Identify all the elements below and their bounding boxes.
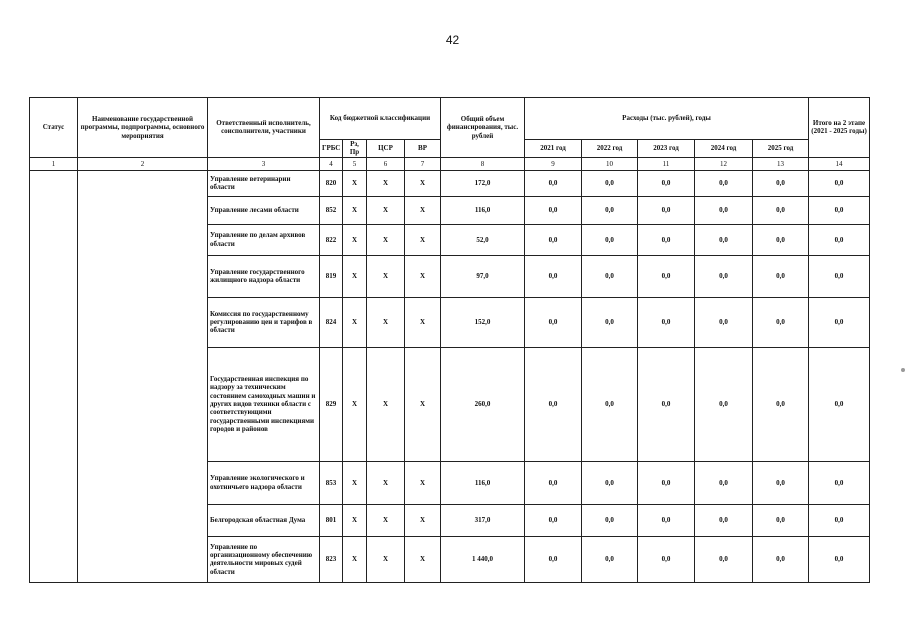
csr-cell: Х bbox=[367, 255, 405, 297]
header-year: 2025 год bbox=[753, 140, 809, 158]
vr-cell: Х bbox=[405, 536, 441, 582]
year-2024-cell: 0,0 bbox=[695, 224, 753, 255]
vr-cell: Х bbox=[405, 196, 441, 224]
column-number: 5 bbox=[343, 157, 367, 170]
grbs-cell: 824 bbox=[320, 297, 343, 347]
year-2021-cell: 0,0 bbox=[525, 196, 582, 224]
budget-table bbox=[29, 97, 870, 583]
stage-total-cell: 0,0 bbox=[809, 224, 870, 255]
executor-cell: Комиссия по государственному регулированию цен и тарифов в области bbox=[208, 297, 320, 347]
header-executor: Ответственный исполнитель, соисполнители, участники bbox=[208, 98, 320, 158]
stage-total-cell: 0,0 bbox=[809, 255, 870, 297]
column-number-row bbox=[30, 157, 870, 170]
column-number: 11 bbox=[638, 157, 695, 170]
header-status: Статус bbox=[30, 98, 78, 158]
column-number: 9 bbox=[525, 157, 582, 170]
year-2023-cell: 0,0 bbox=[638, 255, 695, 297]
stage-total-cell: 0,0 bbox=[809, 536, 870, 582]
rz-pr-cell: Х bbox=[343, 224, 367, 255]
year-2023-cell: 0,0 bbox=[638, 347, 695, 461]
column-number: 7 bbox=[405, 157, 441, 170]
grbs-cell: 852 bbox=[320, 196, 343, 224]
header-program-name: Наименование государственной программы, подпрограммы, основного мероприятия bbox=[78, 98, 208, 158]
year-2024-cell: 0,0 bbox=[695, 461, 753, 504]
vr-cell: Х bbox=[405, 255, 441, 297]
year-2022-cell: 0,0 bbox=[582, 255, 638, 297]
year-2021-cell: 0,0 bbox=[525, 297, 582, 347]
year-2021-cell: 0,0 bbox=[525, 170, 582, 196]
stage-total-cell: 0,0 bbox=[809, 297, 870, 347]
column-number: 3 bbox=[208, 157, 320, 170]
total-financing-cell: 152,0 bbox=[441, 297, 525, 347]
year-2024-cell: 0,0 bbox=[695, 297, 753, 347]
header-expenses: Расходы (тыс. рублей), годы bbox=[525, 98, 809, 140]
header-year: 2024 год bbox=[695, 140, 753, 158]
header-year: 2021 год bbox=[525, 140, 582, 158]
header-total-financing: Общий объем финансирования, тыс. рублей bbox=[441, 98, 525, 158]
rz-pr-cell: Х bbox=[343, 461, 367, 504]
total-financing-cell: 52,0 bbox=[441, 224, 525, 255]
stage-total-cell: 0,0 bbox=[809, 461, 870, 504]
scan-mark bbox=[901, 368, 905, 372]
rz-pr-cell: Х bbox=[343, 347, 367, 461]
table-row bbox=[30, 170, 870, 196]
rz-pr-cell: Х bbox=[343, 170, 367, 196]
status-cell bbox=[30, 170, 78, 582]
grbs-cell: 829 bbox=[320, 347, 343, 461]
total-financing-cell: 172,0 bbox=[441, 170, 525, 196]
executor-cell: Управление по организационному обеспечению деятельности мировых судей области bbox=[208, 536, 320, 582]
header-year: 2022 год bbox=[582, 140, 638, 158]
csr-cell: Х bbox=[367, 196, 405, 224]
year-2025-cell: 0,0 bbox=[753, 536, 809, 582]
vr-cell: Х bbox=[405, 461, 441, 504]
vr-cell: Х bbox=[405, 297, 441, 347]
stage-total-cell: 0,0 bbox=[809, 196, 870, 224]
executor-cell: Белгородская областная Дума bbox=[208, 504, 320, 536]
year-2023-cell: 0,0 bbox=[638, 224, 695, 255]
column-number: 8 bbox=[441, 157, 525, 170]
vr-cell: Х bbox=[405, 224, 441, 255]
year-2022-cell: 0,0 bbox=[582, 461, 638, 504]
executor-cell: Управление экологического и охотничьего надзора области bbox=[208, 461, 320, 504]
year-2024-cell: 0,0 bbox=[695, 170, 753, 196]
year-2022-cell: 0,0 bbox=[582, 347, 638, 461]
header-budget-code: Код бюджетной классификации bbox=[320, 98, 441, 140]
executor-cell: Государственная инспекция по надзору за техническим состоянием самоходных машин и других видов техники области с соответствующими государственными инспекциями городов и районов bbox=[208, 347, 320, 461]
total-financing-cell: 116,0 bbox=[441, 196, 525, 224]
year-2022-cell: 0,0 bbox=[582, 504, 638, 536]
header-csr: ЦСР bbox=[367, 140, 405, 158]
csr-cell: Х bbox=[367, 224, 405, 255]
csr-cell: Х bbox=[367, 297, 405, 347]
csr-cell: Х bbox=[367, 347, 405, 461]
stage-total-cell: 0,0 bbox=[809, 504, 870, 536]
year-2025-cell: 0,0 bbox=[753, 196, 809, 224]
year-2025-cell: 0,0 bbox=[753, 255, 809, 297]
year-2023-cell: 0,0 bbox=[638, 170, 695, 196]
column-number: 6 bbox=[367, 157, 405, 170]
year-2024-cell: 0,0 bbox=[695, 255, 753, 297]
year-2021-cell: 0,0 bbox=[525, 504, 582, 536]
year-2025-cell: 0,0 bbox=[753, 170, 809, 196]
grbs-cell: 801 bbox=[320, 504, 343, 536]
year-2022-cell: 0,0 bbox=[582, 196, 638, 224]
year-2023-cell: 0,0 bbox=[638, 196, 695, 224]
executor-cell: Управление государственного жилищного надзора области bbox=[208, 255, 320, 297]
rz-pr-cell: Х bbox=[343, 504, 367, 536]
rz-pr-cell: Х bbox=[343, 255, 367, 297]
column-number: 12 bbox=[695, 157, 753, 170]
grbs-cell: 820 bbox=[320, 170, 343, 196]
year-2023-cell: 0,0 bbox=[638, 536, 695, 582]
year-2025-cell: 0,0 bbox=[753, 461, 809, 504]
year-2025-cell: 0,0 bbox=[753, 347, 809, 461]
year-2022-cell: 0,0 bbox=[582, 170, 638, 196]
total-financing-cell: 116,0 bbox=[441, 461, 525, 504]
header-total-stage: Итого на 2 этапе (2021 - 2025 годы) bbox=[809, 98, 870, 158]
year-2024-cell: 0,0 bbox=[695, 504, 753, 536]
grbs-cell: 853 bbox=[320, 461, 343, 504]
year-2024-cell: 0,0 bbox=[695, 536, 753, 582]
year-2023-cell: 0,0 bbox=[638, 504, 695, 536]
vr-cell: Х bbox=[405, 347, 441, 461]
csr-cell: Х bbox=[367, 536, 405, 582]
column-number: 1 bbox=[30, 157, 78, 170]
year-2021-cell: 0,0 bbox=[525, 255, 582, 297]
year-2024-cell: 0,0 bbox=[695, 347, 753, 461]
header-vr: ВР bbox=[405, 140, 441, 158]
vr-cell: Х bbox=[405, 170, 441, 196]
year-2025-cell: 0,0 bbox=[753, 224, 809, 255]
total-financing-cell: 97,0 bbox=[441, 255, 525, 297]
column-number: 13 bbox=[753, 157, 809, 170]
executor-cell: Управление по делам архивов области bbox=[208, 224, 320, 255]
year-2024-cell: 0,0 bbox=[695, 196, 753, 224]
executor-cell: Управление ветеринарии области bbox=[208, 170, 320, 196]
csr-cell: Х bbox=[367, 504, 405, 536]
total-financing-cell: 1 440,0 bbox=[441, 536, 525, 582]
vr-cell: Х bbox=[405, 504, 441, 536]
stage-total-cell: 0,0 bbox=[809, 170, 870, 196]
grbs-cell: 819 bbox=[320, 255, 343, 297]
year-2021-cell: 0,0 bbox=[525, 347, 582, 461]
total-financing-cell: 260,0 bbox=[441, 347, 525, 461]
grbs-cell: 822 bbox=[320, 224, 343, 255]
column-number: 2 bbox=[78, 157, 208, 170]
header-rz-pr: Рз, Пр bbox=[343, 140, 367, 158]
year-2023-cell: 0,0 bbox=[638, 461, 695, 504]
rz-pr-cell: Х bbox=[343, 536, 367, 582]
csr-cell: Х bbox=[367, 170, 405, 196]
column-number: 10 bbox=[582, 157, 638, 170]
year-2021-cell: 0,0 bbox=[525, 224, 582, 255]
executor-cell: Управление лесами области bbox=[208, 196, 320, 224]
page-number: 42 bbox=[445, 33, 460, 47]
rz-pr-cell: Х bbox=[343, 297, 367, 347]
header-year: 2023 год bbox=[638, 140, 695, 158]
year-2021-cell: 0,0 bbox=[525, 536, 582, 582]
year-2023-cell: 0,0 bbox=[638, 297, 695, 347]
year-2025-cell: 0,0 bbox=[753, 297, 809, 347]
year-2025-cell: 0,0 bbox=[753, 504, 809, 536]
header-grbs: ГРБС bbox=[320, 140, 343, 158]
year-2022-cell: 0,0 bbox=[582, 536, 638, 582]
column-number: 4 bbox=[320, 157, 343, 170]
year-2022-cell: 0,0 bbox=[582, 224, 638, 255]
stage-total-cell: 0,0 bbox=[809, 347, 870, 461]
total-financing-cell: 317,0 bbox=[441, 504, 525, 536]
column-number: 14 bbox=[809, 157, 870, 170]
program-name-cell bbox=[78, 170, 208, 582]
csr-cell: Х bbox=[367, 461, 405, 504]
rz-pr-cell: Х bbox=[343, 196, 367, 224]
year-2022-cell: 0,0 bbox=[582, 297, 638, 347]
year-2021-cell: 0,0 bbox=[525, 461, 582, 504]
grbs-cell: 823 bbox=[320, 536, 343, 582]
